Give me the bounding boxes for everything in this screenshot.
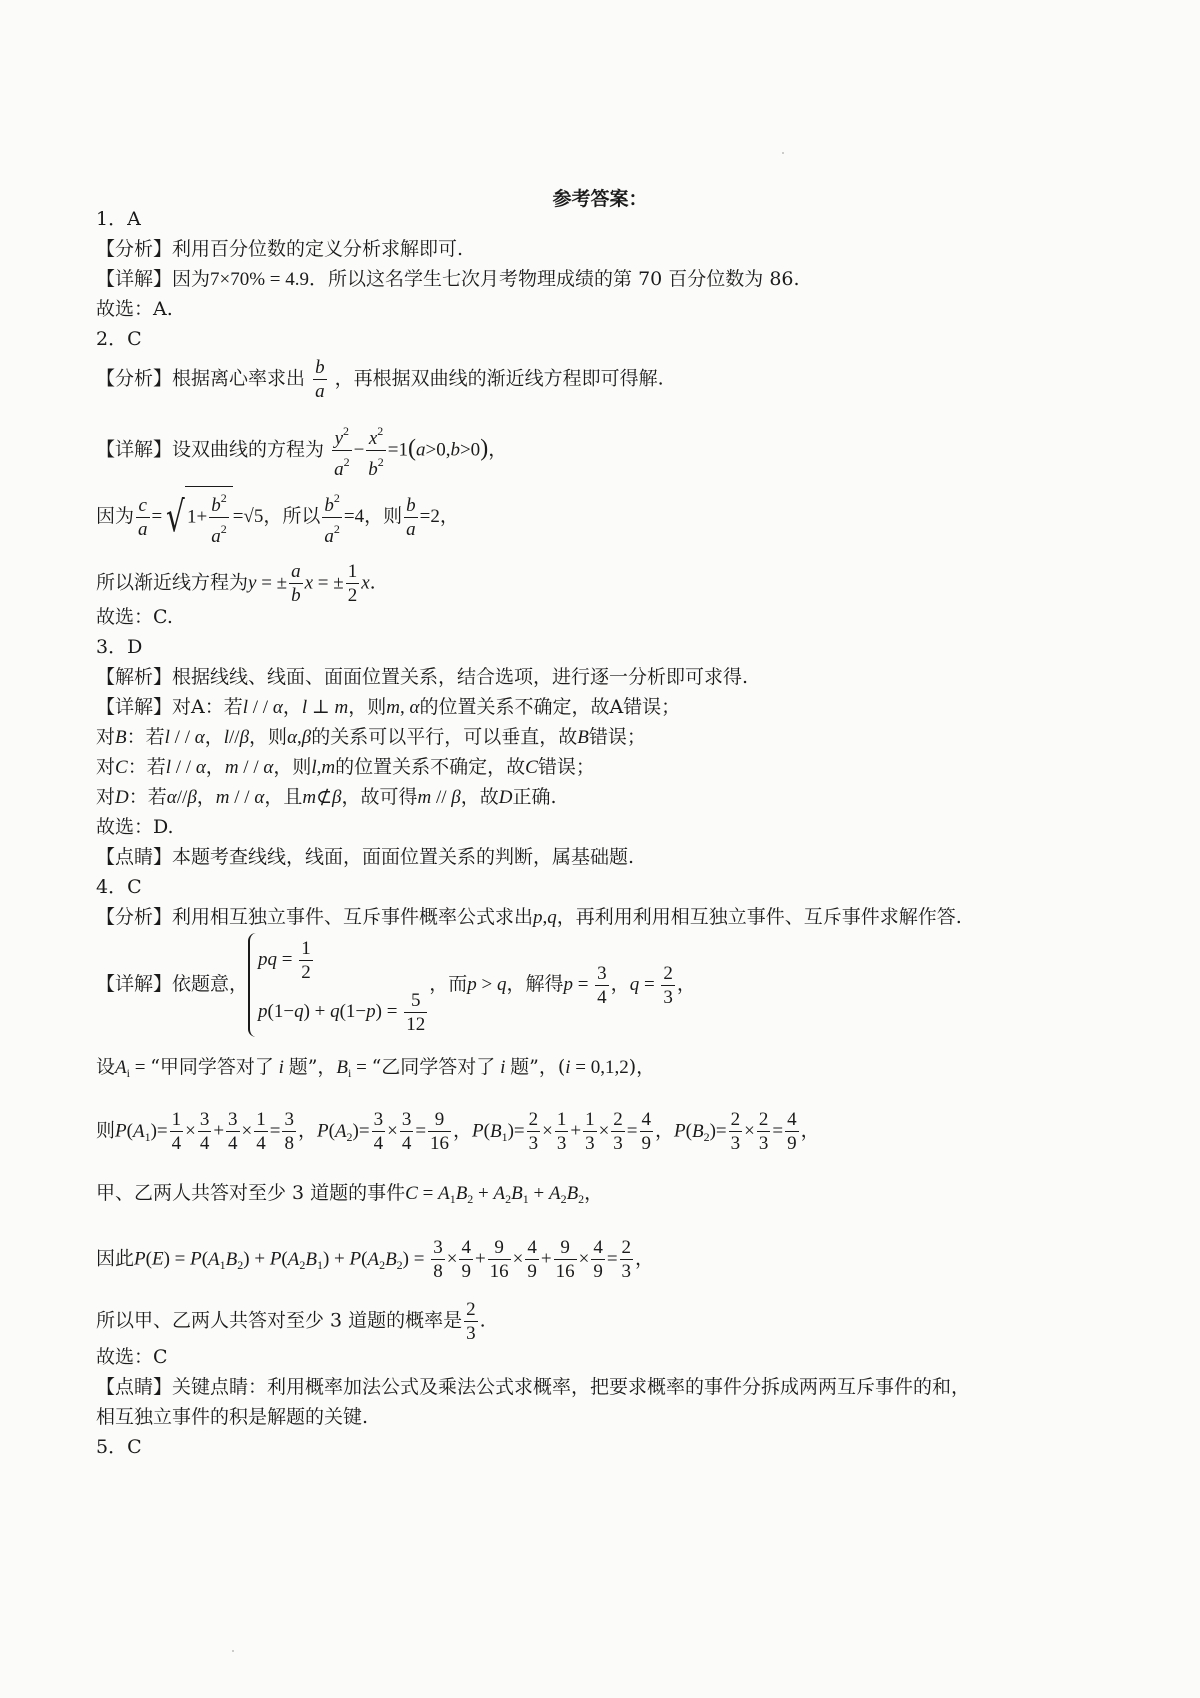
q1-detail: 【详解】因为7×70% = 4.9．所以这名学生七次月考物理成绩的第 70 百分位数为 86. [96, 268, 800, 290]
q3-comment: 【点睛】本题考查线线，线面，面面位置关系的判断，属基础题. [96, 846, 635, 868]
scan-speck [782, 152, 784, 154]
page-title: 参考答案： [552, 188, 648, 210]
q1-formula: 7×70% = 4.9 [210, 269, 310, 290]
q4-final: 所以甲、乙两人共答对至少 3 道题的概率是 $\frac{2}{3}$ . [96, 1299, 486, 1344]
q1-choose: 故选：A. [96, 298, 173, 320]
q3-analysis: 【解析】根据线线、线面、面面位置关系，结合选项，进行逐一分析即可求得. [96, 666, 749, 688]
q3-option-c: 对C：若l / / α，m / / α，则l,m的位置关系不确定，故C错误； [96, 756, 595, 778]
q4-events: 设$A_i$ = “甲同学答对了 i 题”，$B_i$ = “乙同学答对了 i 题”，(i = 0,1,2)， [96, 1056, 656, 1080]
q4-probability-e: 因此$P(E) = P(A_1B_2) + P(A_2B_1) + P(A_2B_2)$ = $\frac{3}{8}$ × $\frac{4}{9}$ + $\frac{9}{16}$ × $\frac{4}{9}$ + $\frac{9}{16}$ × $\frac{4}{9}$ = $\frac{2}{3}$ ， [96, 1237, 655, 1282]
q3-option-a: 【详解】对A：若l / / α，l ⊥ m，则m, α的位置关系不确定，故A错误； [96, 696, 681, 718]
fraction-b-over-a: $\frac{b}{a}$ [315, 357, 325, 402]
q4-analysis: 【分析】利用相互独立事件、互斥事件概率公式求出p,q，再利用利用相互独立事件、互斥事件求解作答. [96, 906, 962, 928]
q3-option-b: 对B：若l / / α，l//β，则α,β的关系可以平行，可以垂直，故B错误； [96, 726, 646, 748]
q2-choose: 故选：C. [96, 606, 173, 628]
q4-choose: 故选：C [96, 1346, 168, 1368]
q1-analysis: 【分析】利用百分位数的定义分析求解即可. [96, 238, 464, 260]
q2-asymptote: 所以渐近线方程为y = ± $\frac{a}{b}$ x = ± $\frac{1}{2}$ x. [96, 561, 376, 606]
q3-choose: 故选：D. [96, 816, 174, 838]
q2-detail: 【详解】设双曲线的方程为 $\frac{y^2}{a^2}$ − $\frac{x^2}{b^2}$ =1(a>0,b>0)， [96, 420, 507, 481]
q3-answer: 3．D [96, 636, 143, 658]
scan-speck [232, 1650, 234, 1652]
q4-comment-1: 【点睛】关键点睛：利用概率加法公式及乘法公式求概率，把要求概率的事件分拆成两两互斥事件的和， [96, 1376, 971, 1398]
q4-system: 【详解】依题意， pq = $\frac{1}{2}$ p(1−q) + q(1−p) = $\frac{5}{12}$ ，而p > q，解得p = $\frac{3}{4}$ ，q = $\frac{2}{3}$ ， [96, 932, 696, 1036]
q4-event-c: 甲、乙两人共答对至少 3 道题的事件$C = A_1B_2 + A_2B_1 + A_2B_2$， [96, 1182, 604, 1206]
q5-answer: 5．C [96, 1436, 142, 1458]
q4-comment-2: 相互独立事件的积是解题的关键. [96, 1406, 369, 1428]
q4-probabilities: 则$P(A_1)=$ $\frac{1}{4}$ × $\frac{3}{4}$ + $\frac{3}{4}$ × $\frac{1}{4}$ = $\frac{3}{8}$ ，$P(A_2)=$ $\frac{3}{4}$ × $\frac{3}{4}$ = $\frac{9}{16}$ ，$P(B_1)=$ $\frac{2}{3}$ × $\frac{1}{3}$ + $\frac{1}{3}$ × $\frac{2}{3}$ = $\frac{4}{9}$ ，$P(B_2)=$ $\frac{2}{3}$ × $\frac{2}{3}$ = $\frac{4}{9}$ ， [96, 1109, 820, 1154]
q4-answer: 4．C [96, 876, 142, 898]
q2-answer: 2．C [96, 328, 142, 350]
q1-answer: 1．A [96, 208, 141, 230]
q2-analysis: 【分析】根据离心率求出 $\frac{b}{a}$ ，再根据双曲线的渐近线方程即可得解. [96, 357, 664, 402]
q3-option-d: 对D：若α//β，m / / α，且m⊄β，故可得m // β，故D正确. [96, 786, 557, 808]
q2-eccentricity: 因为 $\frac{c}{a}$ =√ 1+ $\frac{b^2}{a^2}$ =√5，所以 $\frac{b^2}{a^2}$ =4，则 $\frac{b}{a}$ =2， [96, 486, 459, 548]
